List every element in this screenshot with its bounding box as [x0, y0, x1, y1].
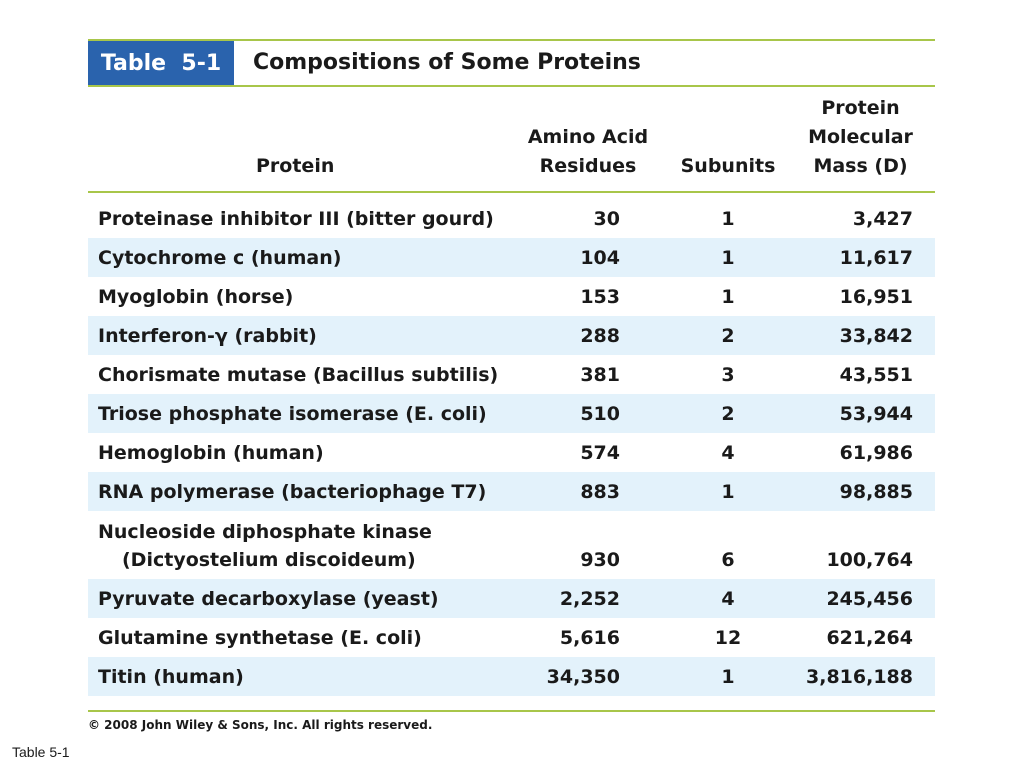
subunit-count: 3: [721, 364, 735, 386]
protein-name-line-1: Titin (human): [98, 666, 244, 688]
molecular-mass: 621,264: [826, 627, 913, 649]
table-row: [88, 579, 935, 618]
table-row: [88, 199, 935, 238]
protein-name: [98, 325, 317, 347]
protein-name-line-1: Cytochrome c (human): [98, 247, 342, 269]
protein-name: [98, 247, 341, 269]
molecular-mass: 98,885: [839, 481, 913, 503]
copyright-notice: © 2008 John Wiley & Sons, Inc. All rights reserved.: [88, 718, 433, 732]
protein-name-line-1: Glutamine synthetase (E. coli): [98, 627, 422, 649]
subunit-count: 4: [721, 442, 735, 464]
protein-name: [98, 286, 293, 308]
subunit-count: 6: [721, 549, 735, 571]
header-amino-line-2: Residues: [539, 155, 637, 177]
table-row: [88, 355, 935, 394]
molecular-mass: 245,456: [826, 588, 913, 610]
amino-acid-residues: 510: [580, 403, 620, 425]
header-amino-line-1: Amino Acid: [527, 126, 649, 148]
protein-name: [98, 403, 487, 425]
footer-divider: [88, 710, 935, 712]
subunit-count: 12: [714, 627, 742, 649]
molecular-mass: 33,842: [839, 325, 913, 347]
molecular-mass: 100,764: [826, 549, 913, 571]
protein-name: [98, 442, 324, 464]
header-mass-line-1: Protein: [821, 97, 900, 119]
slide-caption: Table 5-1: [12, 744, 70, 760]
protein-name-line-1: Chorismate mutase (Bacillus subtilis): [98, 364, 499, 386]
table-row: [88, 316, 935, 355]
table-number-tag: Table 5-1: [88, 41, 234, 85]
protein-name-line-1: Hemoglobin (human): [98, 442, 324, 464]
amino-acid-residues: 2,252: [559, 588, 620, 610]
protein-name-line-1: Pyruvate decarboxylase (yeast): [98, 588, 439, 610]
table-row: [88, 511, 935, 579]
table-row: [88, 618, 935, 657]
amino-acid-residues: 288: [580, 325, 620, 347]
header-mass-line-3: Mass (D): [813, 155, 908, 177]
amino-acid-residues: 883: [580, 481, 620, 503]
table-row: [88, 277, 935, 316]
table-body: [88, 199, 935, 696]
subunit-count: 4: [721, 588, 735, 610]
table-row: [88, 238, 935, 277]
protein-name: [98, 588, 439, 610]
subunit-count: 1: [721, 286, 735, 308]
header-molecular-mass: [798, 94, 923, 181]
amino-acid-residues: 930: [580, 549, 620, 571]
protein-name-line-2: (Dictyostelium discoideum): [122, 549, 416, 571]
protein-name: [98, 208, 494, 230]
protein-name-line-1: Myoglobin (horse): [98, 286, 294, 308]
molecular-mass: 3,816,188: [806, 666, 913, 688]
table-header: [88, 93, 935, 193]
protein-name-line-1: Proteinase inhibitor III (bitter gourd): [98, 208, 494, 230]
amino-acid-residues: 5,616: [559, 627, 620, 649]
protein-name-line-1: Nucleoside diphosphate kinase: [98, 521, 432, 543]
table-row: [88, 394, 935, 433]
protein-name: [98, 627, 422, 649]
molecular-mass: 11,617: [839, 247, 913, 269]
protein-name-line-1: Triose phosphate isomerase (E. coli): [98, 403, 487, 425]
molecular-mass: 61,986: [839, 442, 913, 464]
molecular-mass: 16,951: [839, 286, 913, 308]
subunit-count: 1: [721, 481, 735, 503]
amino-acid-residues: 34,350: [546, 666, 620, 688]
protein-name-line-1: Interferon-γ (rabbit): [98, 325, 317, 347]
molecular-mass: 43,551: [839, 364, 913, 386]
table-row: [88, 657, 935, 696]
protein-name: [98, 481, 486, 503]
amino-acid-residues: 153: [580, 286, 620, 308]
table-row: [88, 433, 935, 472]
table-row: [88, 472, 935, 511]
amino-acid-residues: 104: [580, 247, 620, 269]
protein-name: [98, 364, 498, 386]
subunit-count: 1: [721, 247, 735, 269]
protein-name: [98, 521, 432, 571]
protein-name: [98, 666, 244, 688]
molecular-mass: 53,944: [839, 403, 913, 425]
protein-name-line-1: RNA polymerase (bacteriophage T7): [98, 481, 487, 503]
table-title-band: [88, 39, 935, 87]
subunit-count: 1: [721, 666, 735, 688]
molecular-mass: 3,427: [852, 208, 913, 230]
header-subunits: Subunits: [680, 155, 776, 177]
amino-acid-residues: 30: [593, 208, 620, 230]
subunit-count: 2: [721, 403, 735, 425]
table-title: Compositions of Some Proteins: [253, 50, 641, 75]
header-protein: Protein: [256, 155, 335, 177]
header-mass-line-2: Molecular: [808, 126, 913, 148]
amino-acid-residues: 574: [580, 442, 620, 464]
subunit-count: 1: [721, 208, 735, 230]
subunit-count: 2: [721, 325, 735, 347]
header-amino-acid-residues: [513, 123, 663, 181]
amino-acid-residues: 381: [580, 364, 620, 386]
